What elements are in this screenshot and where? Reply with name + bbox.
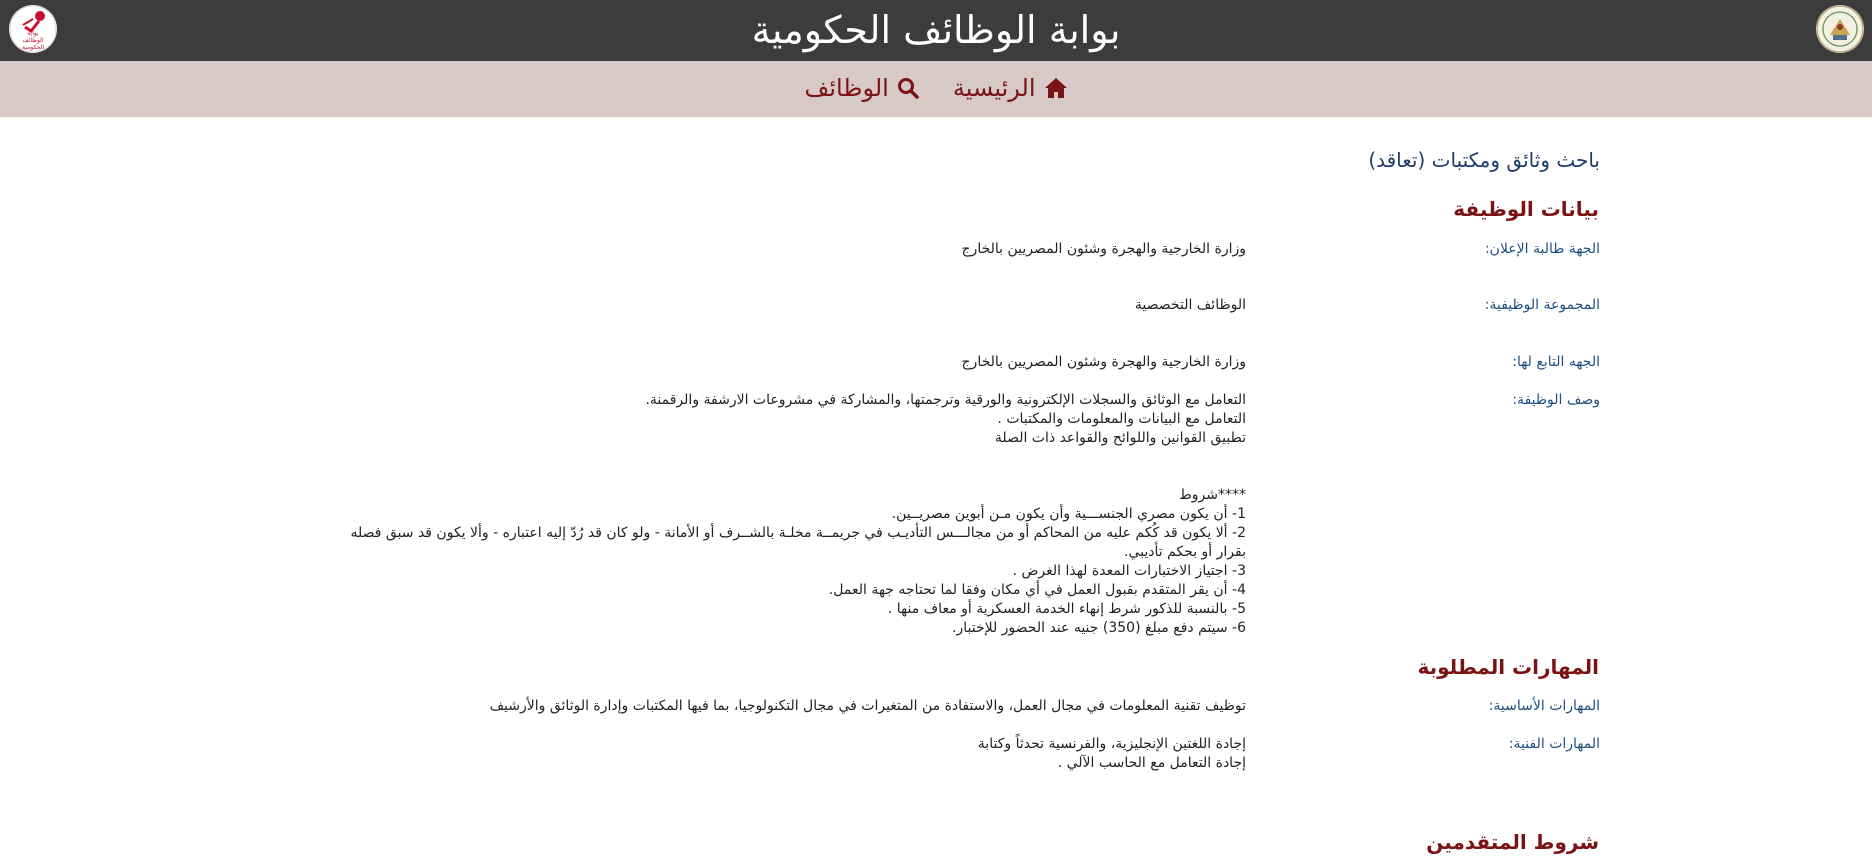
condition-item: 6- سيتم دفع مبلغ (350) جنيه عند الحضور للإختبار. — [952, 620, 1246, 636]
basic-skills-value: توظيف تقنية المعلومات في مجال العمل، والاستفادة من المتغيرات في مجال التكنولوجيا، بما فيها المكتبات وإدارة الوثائق والأرشيف — [489, 698, 1246, 714]
logo-text-line-3: الحكومية — [21, 44, 45, 51]
affiliated-entity-value: وزارة الخارجية والهجرة وشئون المصريين بالخارج — [961, 354, 1246, 370]
condition-item: 1- أن يكون مصري الجنســـية وأن يكون مـن أبوين مصريــين. — [891, 506, 1246, 522]
description-line: التعامل مع البيانات والمعلومات والمكتبات . — [997, 411, 1246, 427]
section-applicant-conditions-heading: شروط المتقدمين — [1426, 830, 1599, 854]
logo-text-line-2: الوظائف — [22, 37, 44, 44]
nav-jobs-label: الوظائف — [804, 74, 889, 102]
jobs-portal-logo-icon[interactable] — [9, 5, 57, 53]
basic-skills-label: المهارات الأساسية: — [1488, 698, 1600, 714]
requesting-entity-label: الجهة طالبة الإعلان: — [1484, 241, 1600, 257]
nav-home-link[interactable] — [953, 73, 1068, 103]
condition-item: 3- اجتياز الاختبارات المعدة لهذا الغرض . — [1012, 563, 1246, 579]
section-job-data-heading: بيانات الوظيفة — [1453, 197, 1599, 221]
top-bar — [0, 0, 1872, 61]
conditions-heading: ****شروط — [1178, 487, 1246, 503]
description-blank-line — [326, 467, 1246, 486]
nav-jobs-link[interactable] — [805, 73, 919, 103]
nav-home-label: الرئيسية — [952, 74, 1036, 102]
home-icon — [1044, 77, 1068, 99]
condition-item: 5- بالنسبة للذكور شرط إنهاء الخدمة العسكرية أو معاف منها . — [887, 601, 1246, 617]
condition-item: 2- ألا يكون قد كُكم عليه من المحاكم أو من مجالـــس التأديـب في جريمــة مخلـة بالشــرف أو الأمانة - ولو كان قد رُدّ إليه اعتباره - وألا يكون قد سبق فصله بقرار أو بحكم تأديبي. — [350, 525, 1246, 560]
requesting-entity-value: وزارة الخارجية والهجرة وشئون المصريين بالخارج — [961, 241, 1246, 257]
job-description-label: وصف الوظيفة: — [1512, 392, 1600, 408]
job-title: باحث وثائق ومكتبات (تعاقد) — [1368, 148, 1600, 172]
technical-skills-label: المهارات الفنية: — [1508, 736, 1600, 752]
technical-skills-value — [326, 735, 1246, 773]
affiliated-entity-label: الجهه التابع لها: — [1512, 354, 1600, 370]
portal-title: بوابة الوظائف الحكومية — [751, 8, 1121, 52]
description-line: تطبيق القوانين واللوائح والقواعد ذات الصلة — [994, 430, 1246, 446]
technical-skill-line: إجادة التعامل مع الحاسب الآلي . — [1057, 755, 1246, 771]
job-description-value — [326, 391, 1246, 638]
technical-skill-line: إجادة اللغتين الإنجليزية، والفرنسية تحدثاً وكتابة — [977, 736, 1246, 752]
section-skills-heading: المهارات المطلوبة — [1417, 655, 1599, 679]
search-icon — [897, 77, 919, 99]
description-blank-line — [326, 448, 1246, 467]
condition-item: 4- أن يقر المتقدم بقبول العمل في أي مكان وفقا لما تحتاجه جهة العمل. — [828, 582, 1246, 598]
job-group-label: المجموعة الوظيفية: — [1484, 297, 1600, 313]
logo-text-line-1: بوابة — [27, 30, 39, 37]
description-line: التعامل مع الوثائق والسجلات الإلكترونية والورقية وترجمتها، والمشاركة في مشروعات الارشفة والرقمنة. — [645, 392, 1246, 408]
nav-links — [0, 73, 1872, 103]
job-group-value: الوظائف التخصصية — [1134, 297, 1246, 313]
nav-bar — [0, 61, 1872, 117]
job-details — [0, 117, 1872, 863]
